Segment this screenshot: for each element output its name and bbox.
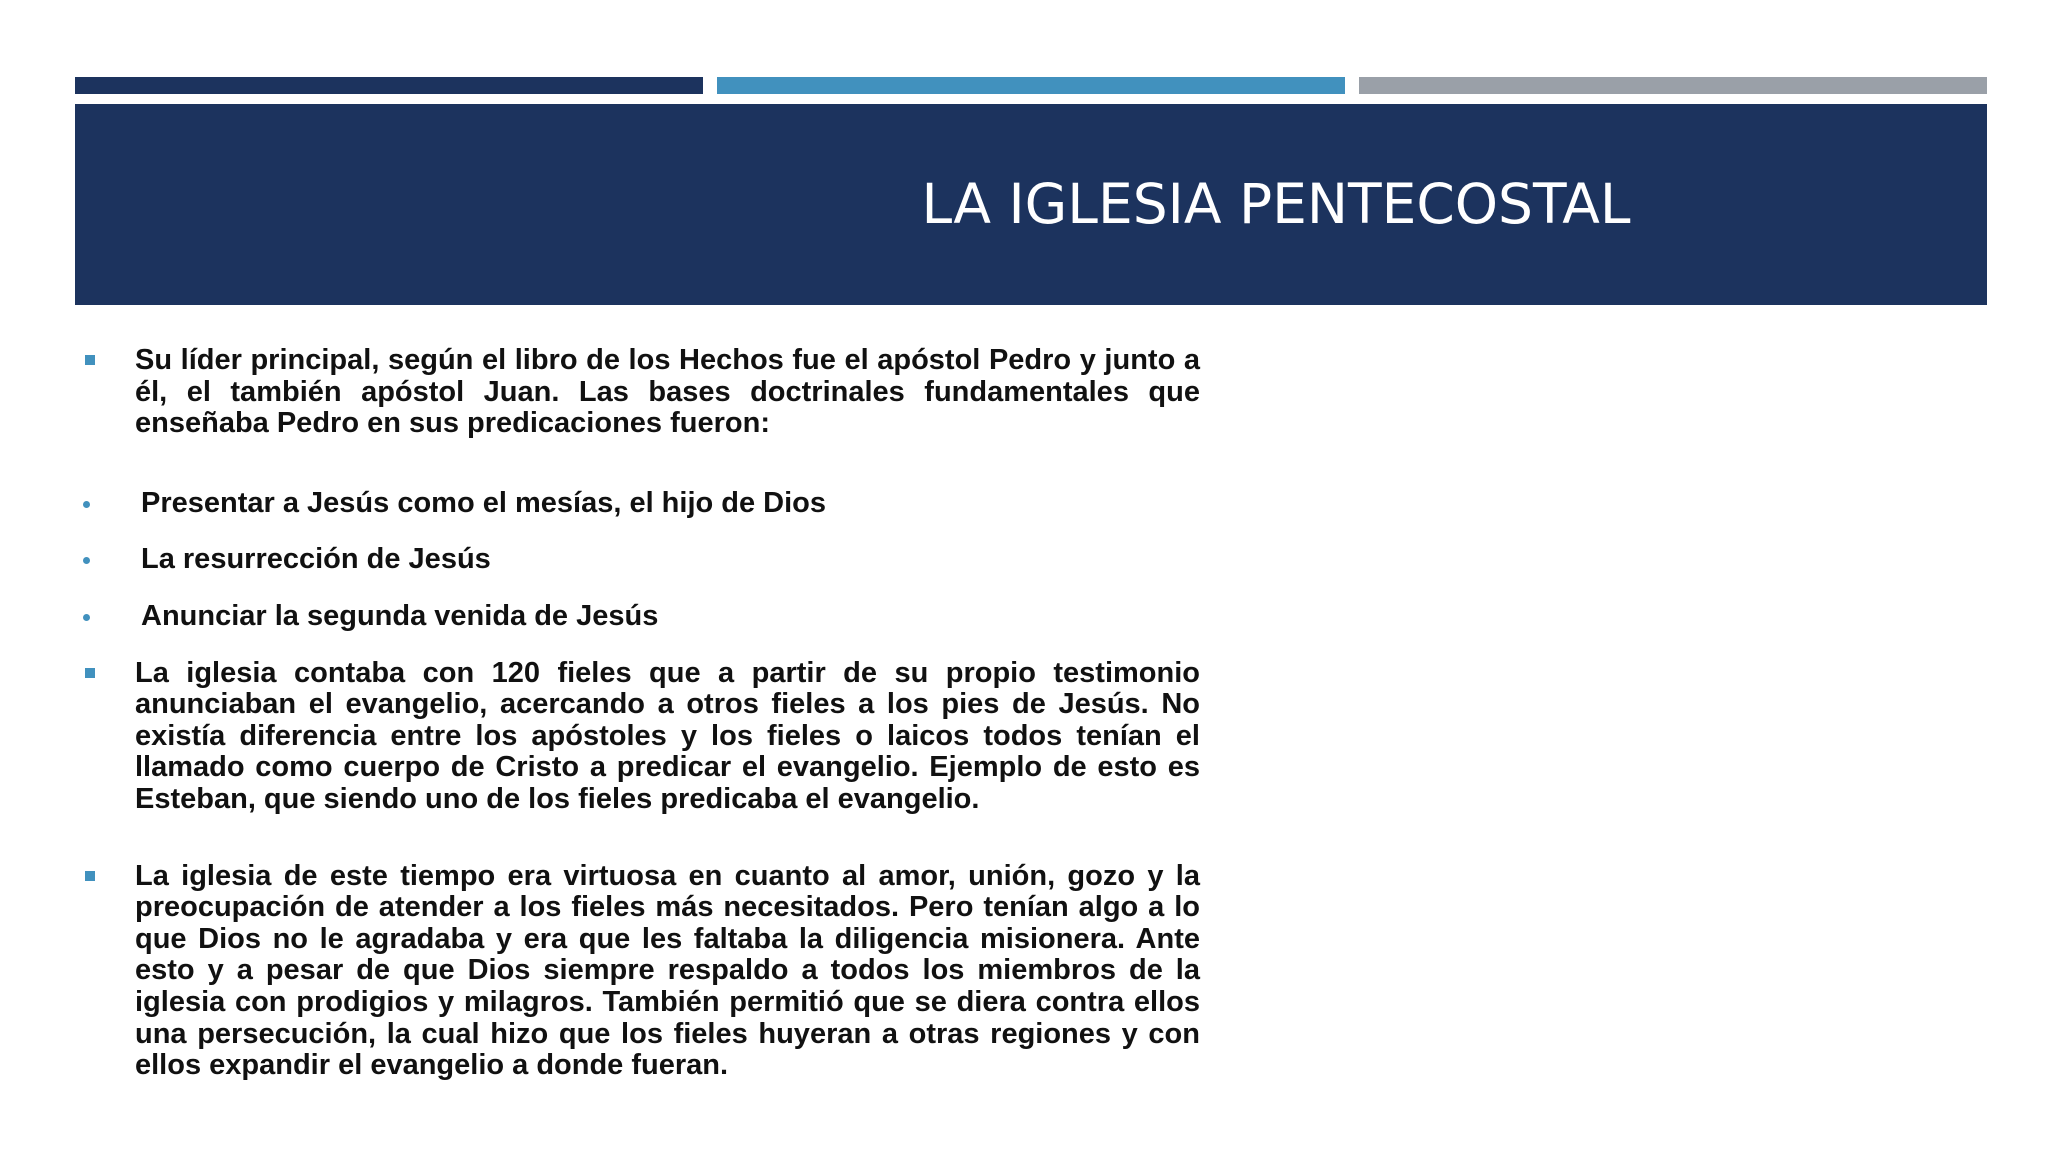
doctrine-text: La resurrección de Jesús — [141, 543, 491, 576]
doctrine-item — [80, 544, 1200, 576]
doctrine-text: Anunciar la segunda venida de Jesús — [141, 599, 659, 632]
accent-bar-gray — [1359, 77, 1987, 94]
round-bullet-icon — [83, 501, 90, 508]
paragraph-virtues-text: La iglesia de este tiempo era virtuosa en cuanto al amor, unión, gozo y la preocupación de atender a los fieles más necesitados. Pero tenían algo a lo que Dios no le agradaba y era que les faltaba la diligencia misionera. Ante esto y a pesar de que Dios siempre respaldo a todos los miembros de la iglesia con prodigios y milagros. También permitió que se diera contra ellos una persecución, la cual hizo que los fieles huyeran a otras regiones y con ellos expandir el evangelio a donde fueran. — [135, 859, 1200, 1082]
doctrine-item — [80, 488, 1200, 520]
doctrine-text: Presentar a Jesús como el mesías, el hijo de Dios — [141, 486, 827, 519]
doctrine-item — [80, 601, 1200, 633]
slide-body — [80, 345, 1200, 1082]
square-bullet-icon — [85, 668, 95, 678]
paragraph-faithful — [80, 658, 1200, 816]
title-banner — [75, 104, 1987, 305]
square-bullet-icon — [85, 355, 95, 365]
paragraph-virtues — [80, 861, 1200, 1082]
accent-bar-blue — [717, 77, 1345, 94]
accent-bar-navy — [75, 77, 703, 94]
round-bullet-icon — [83, 614, 90, 621]
slide-title: LA IGLESIA PENTECOSTAL — [921, 172, 1631, 236]
paragraph-faithful-text: La iglesia contaba con 120 fieles que a partir de su propio testimonio anunciaban el evangelio, acercando a otros fieles a los pies de Jesús. No existía diferencia entre los apóstoles y los fieles o laicos todos tenían el llamado como cuerpo de Cristo a predicar el evangelio. Ejemplo de esto es Esteban, que siendo uno de los fieles predicaba el evangelio. — [135, 656, 1200, 815]
paragraph-leaders — [80, 345, 1200, 440]
paragraph-leaders-text: Su líder principal, según el libro de los Hechos fue el apóstol Pedro y junto a él, el también apóstol Juan. Las bases doctrinales fundamentales que enseñaba Pedro en sus predicaciones fueron: — [135, 344, 1200, 440]
square-bullet-icon — [85, 871, 95, 881]
round-bullet-icon — [83, 557, 90, 564]
